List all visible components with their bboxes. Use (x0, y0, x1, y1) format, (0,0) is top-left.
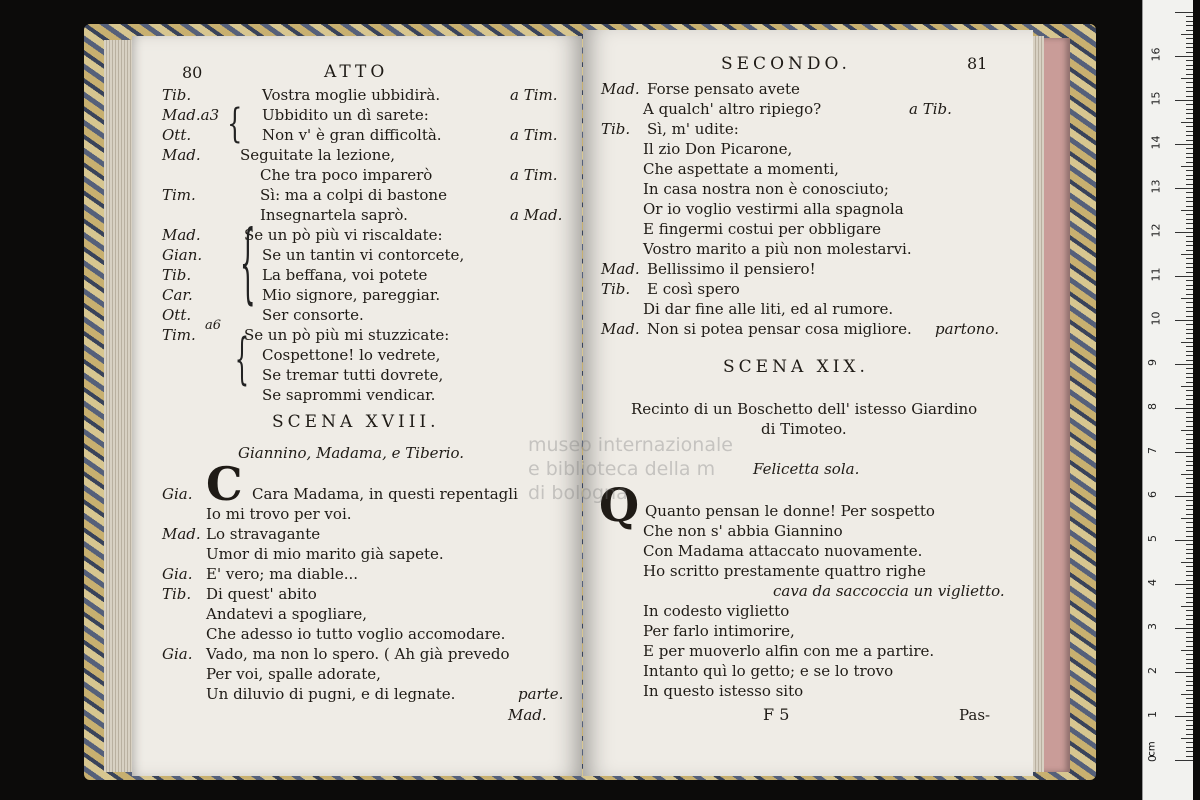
catchword-right: Pas- (959, 706, 991, 724)
ruler-tick (1186, 492, 1193, 493)
ruler-tick (1186, 734, 1193, 735)
speaker-label: Tib. (162, 86, 192, 104)
ruler-tick (1186, 236, 1193, 237)
ruler-tick (1186, 219, 1193, 220)
ruler-tick (1186, 307, 1193, 308)
dialogue-line: Vado, ma non lo spero. ( Ah già prevedo (206, 645, 510, 663)
ruler-tick (1186, 426, 1193, 427)
page-edges-left (104, 40, 134, 772)
ruler-tick (1175, 496, 1193, 497)
ruler-tick (1186, 346, 1193, 347)
stage-direction: parte. (518, 685, 564, 703)
scene-title-19: SCENA XIX. (723, 357, 869, 377)
ruler-tick (1186, 351, 1193, 352)
monologue-line: Intanto quì lo getto; e se lo trovo (643, 662, 894, 680)
speaker-label: Gia. (162, 645, 193, 663)
ruler-tick (1175, 100, 1193, 101)
ruler-tick (1175, 540, 1193, 541)
verse-line: Vostra moglie ubbidirà. (262, 86, 441, 104)
ruler-tick (1186, 421, 1193, 422)
stage-direction: a Mad. (510, 206, 563, 224)
ruler-tick (1186, 641, 1193, 642)
ruler-tick (1186, 514, 1193, 515)
ruler-tick (1186, 91, 1193, 92)
ruler-tick (1186, 527, 1193, 528)
dialogue-line: Che adesso io tutto voglio accomodare. (206, 625, 506, 643)
ruler-tick (1181, 694, 1193, 695)
stage-direction: a Tib. (909, 100, 952, 118)
ruler-tick (1186, 109, 1193, 110)
speaker-label: Tim. (162, 186, 196, 204)
ruler-tick (1181, 474, 1193, 475)
stage-direction: cava da saccoccia un viglietto. (773, 582, 1005, 600)
ruler-tick (1175, 188, 1193, 189)
ruler-number: 11 (1149, 267, 1163, 282)
brace-a3: { (227, 101, 243, 147)
ruler-tick (1186, 333, 1193, 334)
ruler-tick (1186, 267, 1193, 268)
speaker-label: Mad. (601, 320, 640, 338)
ruler-tick (1186, 368, 1193, 369)
page-number-left: 80 (182, 63, 203, 82)
ruler-tick (1186, 720, 1193, 721)
verse-line: E così spero (647, 280, 740, 298)
ruler-tick (1181, 518, 1193, 519)
ruler-tick (1175, 276, 1193, 277)
ruler-tick (1181, 254, 1193, 255)
ruler-tick (1186, 170, 1193, 171)
ruler-tick (1175, 584, 1193, 585)
ruler-tick (1186, 96, 1193, 97)
ruler-tick (1186, 206, 1193, 207)
ruler-tick (1186, 439, 1193, 440)
ruler-tick (1186, 272, 1193, 273)
verse-line: Che tra poco imparerò (260, 166, 433, 184)
speaker-label: Tib. (162, 266, 192, 284)
ruler-tick (1175, 144, 1193, 145)
ruler-tick (1186, 624, 1193, 625)
ruler-tick (1186, 30, 1193, 31)
speaker-label: Mad. (162, 146, 201, 164)
verse-line: Sì: ma a colpi di bastone (260, 186, 447, 204)
ruler-tick (1175, 672, 1193, 673)
ruler-tick (1186, 140, 1193, 141)
ruler-number: 8 (1146, 403, 1159, 410)
ruler-tick (1186, 751, 1193, 752)
ruler-tick (1186, 478, 1193, 479)
ruler-tick (1186, 377, 1193, 378)
ruler-tick (1186, 742, 1193, 743)
stage-direction: partono. (935, 320, 999, 338)
ruler-tick (1186, 399, 1193, 400)
ruler-tick (1186, 148, 1193, 149)
ruler-tick (1186, 197, 1193, 198)
ruler-tick (1186, 747, 1193, 748)
ruler-number: 0 (1146, 755, 1159, 762)
ruler-tick (1186, 558, 1193, 559)
ruler-number: 15 (1149, 91, 1163, 106)
verse-line: Se un pò più mi stuzzicate: (244, 326, 450, 344)
brace-a5: { (239, 211, 256, 314)
ruler-tick (1186, 263, 1193, 264)
ruler-tick (1186, 223, 1193, 224)
ruler-tick (1186, 417, 1193, 418)
verse-line: Se un tantin vi contorcete, (262, 246, 465, 264)
ruler-tick (1186, 580, 1193, 581)
ruler-tick (1181, 606, 1193, 607)
running-head-right: SECONDO. (721, 54, 851, 74)
ruler-tick (1186, 373, 1193, 374)
dialogue-line: Un diluvio di pugni, e di legnate. (206, 685, 456, 703)
ruler-tick (1186, 456, 1193, 457)
ruler-tick (1186, 179, 1193, 180)
ruler-tick (1181, 342, 1193, 343)
ruler-number: 7 (1146, 447, 1159, 454)
stage-direction: a Tim. (510, 166, 558, 184)
ruler-tick (1186, 654, 1193, 655)
ruler-tick (1186, 553, 1193, 554)
monologue-line: In codesto viglietto (643, 602, 790, 620)
ruler-tick (1186, 87, 1193, 88)
dialogue-line: Cara Madama, in questi repentagli (252, 485, 518, 503)
ruler-tick (1186, 201, 1193, 202)
ruler-tick (1186, 65, 1193, 66)
monologue-line: Per farlo intimorire, (643, 622, 795, 640)
ruler-tick (1186, 404, 1193, 405)
ruler-tick (1186, 487, 1193, 488)
ruler-tick (1186, 302, 1193, 303)
pink-endpaper (1040, 38, 1070, 772)
ruler-tick (1181, 430, 1193, 431)
ruler-tick (1186, 729, 1193, 730)
ruler-tick (1186, 25, 1193, 26)
verse-line: Di dar fine alle liti, ed al rumore. (643, 300, 894, 318)
ruler-tick (1186, 668, 1193, 669)
watermark-line1: museo internazionale (528, 434, 733, 456)
ruler-tick (1175, 364, 1193, 365)
ruler-tick (1186, 659, 1193, 660)
ruler-tick (1186, 500, 1193, 501)
ruler-tick (1186, 443, 1193, 444)
ruler-tick (1186, 412, 1193, 413)
ruler-tick (1186, 135, 1193, 136)
ruler-tick (1186, 43, 1193, 44)
ruler-number: 9 (1146, 359, 1159, 366)
stage-direction: a Tim. (510, 86, 558, 104)
ruler-tick (1186, 228, 1193, 229)
ruler-tick (1186, 602, 1193, 603)
ruler-tick (1186, 316, 1193, 317)
dialogue-line: Lo stravagante (206, 525, 321, 543)
ruler-tick (1186, 355, 1193, 356)
speaker-label: Tib. (162, 585, 192, 603)
ruler-number: 4 (1146, 579, 1159, 586)
monologue-line: E per muoverlo alfin con me a partire. (643, 642, 935, 660)
ruler-tick (1186, 637, 1193, 638)
verse-line: Se saprommi vendicar. (262, 386, 436, 404)
ruler-tick (1186, 681, 1193, 682)
stage-direction: a Tim. (510, 126, 558, 144)
ruler-tick (1186, 615, 1193, 616)
ensemble-mark-a6: a6 (205, 318, 222, 333)
catchword-left: Mad. (508, 706, 547, 724)
ruler-tick (1186, 214, 1193, 215)
ruler-tick (1186, 153, 1193, 154)
ruler-tick (1186, 509, 1193, 510)
ruler-tick (1186, 575, 1193, 576)
speaker-label: Tib. (601, 280, 631, 298)
dialogue-line: Io mi trovo per voi. (206, 505, 352, 523)
ruler-tick (1186, 285, 1193, 286)
ruler-tick (1186, 544, 1193, 545)
ruler-tick (1186, 324, 1193, 325)
ruler-tick (1186, 536, 1193, 537)
speaker-label: Mad.a3 (162, 106, 220, 124)
ruler-tick (1186, 522, 1193, 523)
ruler-tick (1186, 676, 1193, 677)
verse-line: Non si potea pensar cosa migliore. (647, 320, 912, 338)
left-page (132, 36, 582, 776)
ruler-tick (1186, 646, 1193, 647)
dialogue-line: Andatevi a spogliare, (206, 605, 367, 623)
speaker-label: Ott. (162, 126, 192, 144)
ruler-tick (1186, 338, 1193, 339)
ruler-tick (1186, 184, 1193, 185)
ruler-number: 6 (1146, 491, 1159, 498)
right-page (583, 30, 1033, 776)
scene-characters-19: Felicetta sola. (753, 460, 860, 478)
monologue-line: In questo istesso sito (643, 682, 804, 700)
ruler-tick (1186, 483, 1193, 484)
verse-line: Ubbidito un dì sarete: (262, 106, 429, 124)
speaker-label: Gia. (162, 565, 193, 583)
ruler-tick (1186, 175, 1193, 176)
ruler-tick (1175, 760, 1193, 761)
dialogue-line: Umor di mio marito già sapete. (206, 545, 444, 563)
speaker-label: Car. (162, 286, 193, 304)
ruler-tick (1186, 250, 1193, 251)
ruler-tick (1186, 703, 1193, 704)
ruler-tick (1186, 241, 1193, 242)
verse-line: Che aspettate a momenti, (643, 160, 839, 178)
ruler-tick (1186, 16, 1193, 17)
ruler-tick (1186, 157, 1193, 158)
ruler-tick (1181, 210, 1193, 211)
ruler-tick (1186, 566, 1193, 567)
monologue-line: Che non s' abbia Giannino (643, 522, 843, 540)
ruler-tick (1175, 452, 1193, 453)
ruler-tick (1186, 82, 1193, 83)
monologue-line: Quanto pensan le donne! Per sospetto (645, 502, 935, 520)
ruler-tick (1186, 461, 1193, 462)
ruler-number: 14 (1149, 135, 1163, 150)
dialogue-line: Di quest' abito (206, 585, 317, 603)
scene-setting-line1: Recinto di un Boschetto dell' istesso Giardino (631, 400, 978, 418)
ruler-tick (1186, 69, 1193, 70)
ruler-tick (1186, 289, 1193, 290)
measurement-ruler (1142, 0, 1193, 800)
ruler-tick (1186, 698, 1193, 699)
verse-line: Ser consorte. (262, 306, 364, 324)
ruler-tick (1175, 56, 1193, 57)
speaker-label: Gia. (162, 485, 193, 503)
ruler-tick (1186, 588, 1193, 589)
page-number-right: 81 (967, 54, 988, 73)
ruler-tick (1181, 122, 1193, 123)
ruler-tick (1186, 360, 1193, 361)
ruler-tick (1186, 756, 1193, 757)
watermark-line3: di bologna (528, 482, 628, 504)
ruler-number: 3 (1146, 623, 1159, 630)
ruler-tick (1181, 34, 1193, 35)
ruler-tick (1175, 320, 1193, 321)
ruler-unit: cm (1146, 741, 1158, 757)
ruler-tick (1186, 113, 1193, 114)
verse-line: Bellissimo il pensiero! (647, 260, 816, 278)
verse-line: Forse pensato avete (647, 80, 800, 98)
ruler-tick (1186, 395, 1193, 396)
ruler-tick (1186, 470, 1193, 471)
drop-cap-q: Q (599, 478, 640, 532)
ruler-tick (1186, 465, 1193, 466)
verse-line: Or io voglio vestirmi alla spagnola (643, 200, 904, 218)
dialogue-line: E' vero; ma diable... (206, 565, 359, 583)
ruler-number: 12 (1149, 223, 1163, 238)
speaker-label: Mad. (162, 226, 201, 244)
ruler-tick (1186, 280, 1193, 281)
ruler-tick (1186, 311, 1193, 312)
verse-line: Seguitate la lezione, (240, 146, 396, 164)
ruler-tick (1186, 21, 1193, 22)
ruler-tick (1186, 245, 1193, 246)
ruler-number: 13 (1149, 179, 1163, 194)
ruler-tick (1186, 74, 1193, 75)
ruler-tick (1175, 628, 1193, 629)
ruler-tick (1186, 390, 1193, 391)
ruler-tick (1186, 258, 1193, 259)
ruler-tick (1186, 685, 1193, 686)
watermark-line2: e biblioteca della m (528, 458, 716, 480)
ruler-tick (1181, 386, 1193, 387)
verse-line: Se un pò più vi riscaldate: (244, 226, 443, 244)
ruler-number: 5 (1146, 535, 1159, 542)
ruler-tick (1186, 329, 1193, 330)
verse-line: Insegnartela saprò. (260, 206, 408, 224)
ruler-tick (1181, 78, 1193, 79)
speaker-label: Mad. (162, 525, 201, 543)
monologue-line: Ho scritto prestamente quattro righe (643, 562, 926, 580)
ruler-number: 2 (1146, 667, 1159, 674)
speaker-label: Gian. (162, 246, 203, 264)
ruler-tick (1186, 47, 1193, 48)
ruler-number: 1 (1146, 711, 1159, 718)
ruler-number: 16 (1149, 47, 1163, 62)
ruler-tick (1175, 232, 1193, 233)
ruler-tick (1181, 166, 1193, 167)
scene-title-18: SCENA XVIII. (272, 412, 440, 432)
ruler-tick (1175, 12, 1193, 13)
ruler-tick (1186, 60, 1193, 61)
ruler-tick (1186, 690, 1193, 691)
signature-mark: F 5 (763, 705, 790, 724)
verse-line: Non v' è gran difficoltà. (262, 126, 442, 144)
ruler-number: 10 (1149, 311, 1163, 326)
ruler-tick (1186, 118, 1193, 119)
speaker-label: Tim. (162, 326, 196, 344)
brace-a6: { (234, 327, 250, 391)
verse-line: Vostro marito a più non molestarvi. (643, 240, 912, 258)
ruler-tick (1186, 610, 1193, 611)
verse-line: A qualch' altro ripiego? (643, 100, 822, 118)
ruler-tick (1186, 549, 1193, 550)
verse-line: Se tremar tutti dovrete, (262, 366, 444, 384)
ruler-tick (1186, 597, 1193, 598)
scene-setting-line2: di Timoteo. (761, 420, 847, 438)
verse-line: Cospettone! lo vedrete, (262, 346, 441, 364)
scene-characters-18: Giannino, Madama, e Tiberio. (238, 444, 465, 462)
ruler-tick (1186, 632, 1193, 633)
speaker-label: Tib. (601, 120, 631, 138)
ruler-tick (1186, 126, 1193, 127)
ruler-tick (1181, 298, 1193, 299)
ruler-tick (1186, 131, 1193, 132)
ruler-tick (1186, 663, 1193, 664)
ruler-tick (1186, 38, 1193, 39)
ruler-tick (1186, 448, 1193, 449)
drop-cap-c: C (206, 457, 243, 511)
ruler-tick (1186, 619, 1193, 620)
ruler-tick (1186, 162, 1193, 163)
ruler-tick (1186, 294, 1193, 295)
verse-line: Sì, m' udite: (647, 120, 739, 138)
ruler-tick (1175, 716, 1193, 717)
ruler-tick (1186, 593, 1193, 594)
verse-line: Mio signore, pareggiar. (262, 286, 441, 304)
verse-line: La beffana, voi potete (262, 266, 428, 284)
speaker-label: Ott. (162, 306, 192, 324)
ruler-tick (1186, 382, 1193, 383)
ruler-tick (1186, 104, 1193, 105)
ruler-tick (1186, 712, 1193, 713)
verse-line: In casa nostra non è conosciuto; (643, 180, 889, 198)
ruler-tick (1181, 738, 1193, 739)
speaker-label: Mad. (601, 260, 640, 278)
dialogue-line: Per voi, spalle adorate, (206, 665, 381, 683)
ruler-tick (1186, 505, 1193, 506)
ruler-tick (1181, 650, 1193, 651)
verse-line: E fingermi costui per obbligare (643, 220, 882, 238)
ruler-tick (1186, 192, 1193, 193)
ruler-tick (1186, 725, 1193, 726)
ruler-tick (1186, 531, 1193, 532)
ruler-tick (1186, 52, 1193, 53)
ruler-tick (1186, 434, 1193, 435)
running-head-left: ATTO (324, 62, 389, 82)
ruler-tick (1186, 707, 1193, 708)
ruler-tick (1175, 408, 1193, 409)
ruler-tick (1181, 562, 1193, 563)
verse-line: Il zio Don Picarone, (643, 140, 793, 158)
monologue-line: Con Madama attaccato nuovamente. (643, 542, 923, 560)
ruler-tick (1186, 571, 1193, 572)
speaker-label: Mad. (601, 80, 640, 98)
